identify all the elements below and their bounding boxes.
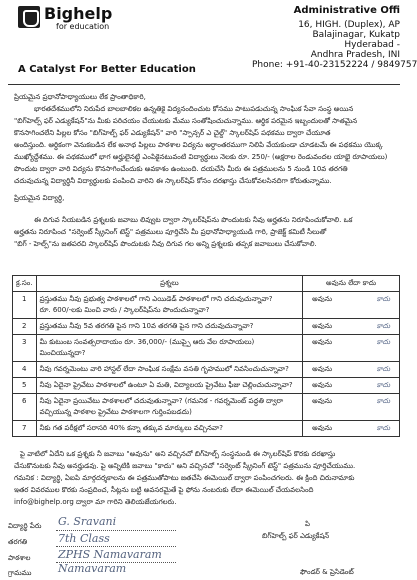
class-label: తరగతి [8, 538, 28, 546]
yes-option[interactable]: అవును [312, 295, 333, 303]
signature-mark: పి [305, 520, 310, 528]
row-number: 3 [13, 335, 37, 362]
no-option[interactable]: కాదు [376, 338, 390, 346]
table-row [13, 421, 400, 437]
closing-line: info@bighelp.org ద్వారా మా గారిని తెలియజేయగలరు. [14, 498, 177, 506]
student-name-label: విద్యార్థి పేరు [8, 522, 42, 530]
yes-option[interactable]: అవును [312, 397, 333, 405]
table-row [13, 292, 400, 319]
question-text: నీవు ఏదైనా ప్రయివేటు పాఠశాలలో చదువుతున్నావా? (గమనిక - గవర్నమెంట్ పద్ధతి ద్వారా [39, 397, 284, 405]
village-label: గ్రామము [8, 569, 32, 577]
yes-option[interactable]: అవును [312, 381, 333, 389]
row-number: 2 [13, 319, 37, 335]
address-line-2: Balajinagar, Kukatp [312, 30, 400, 40]
intro-line: భారతదేశములోని నిరుపేద బాలబాలికల ఉన్నతికై విద్యనందించుట కోసము పాటుపడుచున్న సాంఘిక సేవా సంస్థ అయిన [34, 105, 354, 113]
intro-line: చదువుచున్న విద్యార్థినీ విద్యార్థులకు పంపించి వారిని ఈ స్కాలర్‌షిప్ కోసం దరఖాస్తు చేసుకోవలసినదిగా కోరుతున్నాము. [14, 177, 332, 185]
instruction-paragraph [14, 214, 396, 250]
instruction-line: "బిగ్ - హెల్ప్"ను జతపరచి స్కాలర్‌షిప్ పొందుటకు నీవు దిగువ గల అన్ని ప్రశ్నలకు తప్పక జవాబులు చేసుకోవాలి. [14, 240, 317, 248]
village-value[interactable]: Namavaram [58, 562, 127, 575]
no-option[interactable]: కాదు [376, 365, 390, 373]
school-label: పాఠశాల [8, 554, 31, 562]
student-greeting: ప్రియమైన విద్యార్థి, [14, 194, 65, 202]
class-value[interactable]: 7th Class [58, 532, 110, 545]
closing-line: పై వాటిలో ఏదేని ఒక ప్రశ్నకు నీ జవాబు "అవును" అని వచ్చినచో బిగ్‌హెల్ప్ సంస్థనుండి ఈ స్కాలర్‌షిప్ కొరకు దరఖాస్తు [20, 450, 336, 458]
table-row [13, 362, 400, 378]
intro-paragraph [14, 103, 396, 187]
table-header-row [13, 276, 400, 292]
address-line-3: Hyderabad - [344, 40, 400, 50]
col-question-header: ప్రశ్నలు [36, 276, 303, 292]
intro-line: ముఖ్యోద్దేశము. ఈ పథకములో భాగ అర్హులైనట్టి ఎంపికైనటువంటి విద్యార్థులు నెలకు రూ. 250/- (అక్షరాల రెండువందల యాభై రూపాయలు) [14, 153, 388, 161]
instruction-line: అర్హతను నిరూపించ "సర్వెంట్ స్క్రీనింగ్ టెస్ట్" పత్రములు పూర్తిచేసి మీ ప్రధానోపాధ్యాయుడి గారి, ప్రాజెక్ట్ కమిటీ సీలుతో [14, 228, 327, 236]
closing-paragraph [14, 448, 396, 508]
yes-option[interactable]: అవును [312, 365, 333, 373]
header-divider [8, 84, 400, 85]
no-option[interactable]: కాదు [376, 381, 390, 389]
table-row [13, 319, 400, 335]
no-option[interactable]: కాదు [376, 424, 390, 432]
no-option[interactable]: కాదు [376, 322, 390, 330]
answer-cell [303, 421, 400, 437]
table-row [13, 335, 400, 362]
question-text: నీవు ఏదైనా ప్రైవేటు పాఠశాలలో ఉంటూ ఏ మతి, విద్యాలయ ప్రైవేటు ఫీజు చెల్లించుచున్నావా? [36, 378, 303, 394]
bighelp-logo-icon [18, 6, 40, 28]
answer-cell [303, 292, 400, 319]
tagline: A Catalyst For Better Education [18, 64, 196, 75]
brand-name: Bighelp [44, 4, 113, 23]
answer-cell [303, 319, 400, 335]
question-text: మీ కుటుంబ సంవత్సరాదాయం రూ. 36,000/- (ముప్పై ఆరు వేల రూపాయలు) మించియున్నదా? [36, 335, 303, 362]
answer-cell [303, 378, 400, 394]
brand-subtitle: for education [56, 22, 110, 31]
col-serial-header: క్ర.సం. [13, 276, 37, 292]
founder-title: ఫౌండర్ & ప్రెసిడెంట్ [300, 568, 354, 576]
row-number: 5 [13, 378, 37, 394]
address-line-1: 16, HIGH. (Duplex), AP [298, 20, 400, 30]
salutation: ప్రియమైన ప్రధానోపాధ్యాయులు లేక ప్రాంతాధికారి, [14, 93, 146, 101]
name-underline [56, 530, 176, 531]
class-underline [56, 546, 176, 547]
row-number: 1 [13, 292, 37, 319]
row-number: 6 [13, 394, 37, 421]
student-name-value[interactable]: G. Sravani [58, 515, 117, 528]
question-cell [36, 394, 303, 421]
phone-line: Phone: +91-40-23152224 / 9849757 [252, 60, 417, 70]
col-answer-header: అవును లేదా కాదు [303, 276, 400, 292]
closing-line: ఇతర వివరముల కొరకు సంప్రదించ, సీట్లను బట్టి అవసరమైతే పై ఫోను నంబరుకు లేదా ఈమెయిల్ చేయవలసింది [14, 486, 314, 494]
intro-line: అందిస్తుంది. ఆర్థికంగా వెనుకబడిన లేక అనాథ పిల్లలు పాఠశాల విద్యను అర్ధాంతరముగా నిలిపి వేయకుండా చూడటమే ఈ పథకము యొక్క [14, 141, 383, 149]
intro-line: కొనసాగించలేని పిల్లల కోసం "బిగ్‌హెల్ప్ ఫర్ ఎడ్యుకేషన్" వారి "స్పాన్సర్ ఎ చైల్డ్" స్కాలర్‌షిప్ పథకము ద్వారా చేయూత [14, 129, 331, 137]
no-option[interactable]: కాదు [376, 295, 390, 303]
address-line-4: Andhra Pradesh, INI [310, 50, 400, 60]
eligibility-table [12, 275, 400, 437]
office-title: Administrative Offi [293, 5, 400, 16]
table-row [13, 378, 400, 394]
instruction-line: ఈ దిగువ నీయబడిన ప్రశ్నలకు జవాబు లివ్వుట ద్వారా స్కాలర్‌షిప్‌ను పొందుటకు నీవు అర్హతను నిరూపించుకోవాలి. ఒక [34, 216, 353, 224]
intro-line: "బిగ్‌హెల్ప్ ఫర్ ఎడ్యుకేషన్"ను మీకు పరిచయం చేయుటకు మేము సంతోషించుచున్నాము. ఆర్థిక పరమైన ఇబ్బందులతో సాతమైన [14, 117, 358, 125]
yes-option[interactable]: అవును [312, 424, 333, 432]
question-text: ప్రస్తుతము నీవు 5వ తరగతి పైన గాని 10వ తరగతి పైన గాని చదువుచున్నావా? [36, 319, 303, 335]
question-text: నీకు గత పరీక్షలో సరాసరి 40% కన్నా తక్కువ మార్కులు వచ్చినవా? [36, 421, 303, 437]
answer-cell [303, 335, 400, 362]
question-cell [36, 292, 303, 319]
answer-cell [303, 394, 400, 421]
table-row [13, 394, 400, 421]
question-text: నీవు గవర్నమెంటు వారి హాస్టల్ లేదా సాంఘిక సంక్షేమ వసతి గృహములో నివసించుచున్నావా? [36, 362, 303, 378]
row-number: 4 [13, 362, 37, 378]
answer-cell [303, 362, 400, 378]
organisation-name: బిగ్‌హెల్ప్ ఫర్ ఎడ్యుకేషన్ [262, 532, 330, 540]
yes-option[interactable]: అవును [312, 322, 333, 330]
closing-line: చేసుకొనుటకు నీవు అనర్హుడవు. పై అన్నిటికి జవాబు "కాదు" అని వచ్చినచో "సర్వెంట్ స్క్రీనింగ్ టెస్ట్" పత్రమును పూర్తిచేయుము. [14, 462, 356, 470]
intro-line: పొందుట ద్వారా వారి విద్యను కొనసాగించేందుకు అవకాశం ఉంటుంది. దయచేసి మీరు ఈ పత్రములను 5 నుండి 10వ తరగతి [14, 165, 348, 173]
row-number: 7 [13, 421, 37, 437]
question-text: ప్రస్తుతము నీవు ప్రభుత్వ పాఠశాలలో గాని ఎయిడెడ్ పాఠశాలలో గాని చదువుచున్నావా? [39, 295, 273, 303]
yes-option[interactable]: అవును [312, 338, 333, 346]
school-value[interactable]: ZPHS Namavaram [58, 548, 162, 561]
closing-line: గమనిక : విద్యార్థి, ఏఐపి మార్గదర్శకాలను ఈ పత్రముతోపాటు జతచేసి ఈమెయిల్ ద్వారా పంపించగలరు. ఈ క్రింది చిరునామాకు [14, 474, 355, 482]
office-address [252, 5, 417, 70]
question-text: వచ్చియున్న పాఠశాల ప్రైవేటు పాఠశాలగా గుర్తింపబడదు) [39, 408, 192, 416]
no-option[interactable]: కాదు [376, 397, 390, 405]
question-text: రూ. 600/-లకు మించి వారు / స్కాలర్‌షిప్‌ను పొందుచున్నావా? [39, 306, 210, 314]
